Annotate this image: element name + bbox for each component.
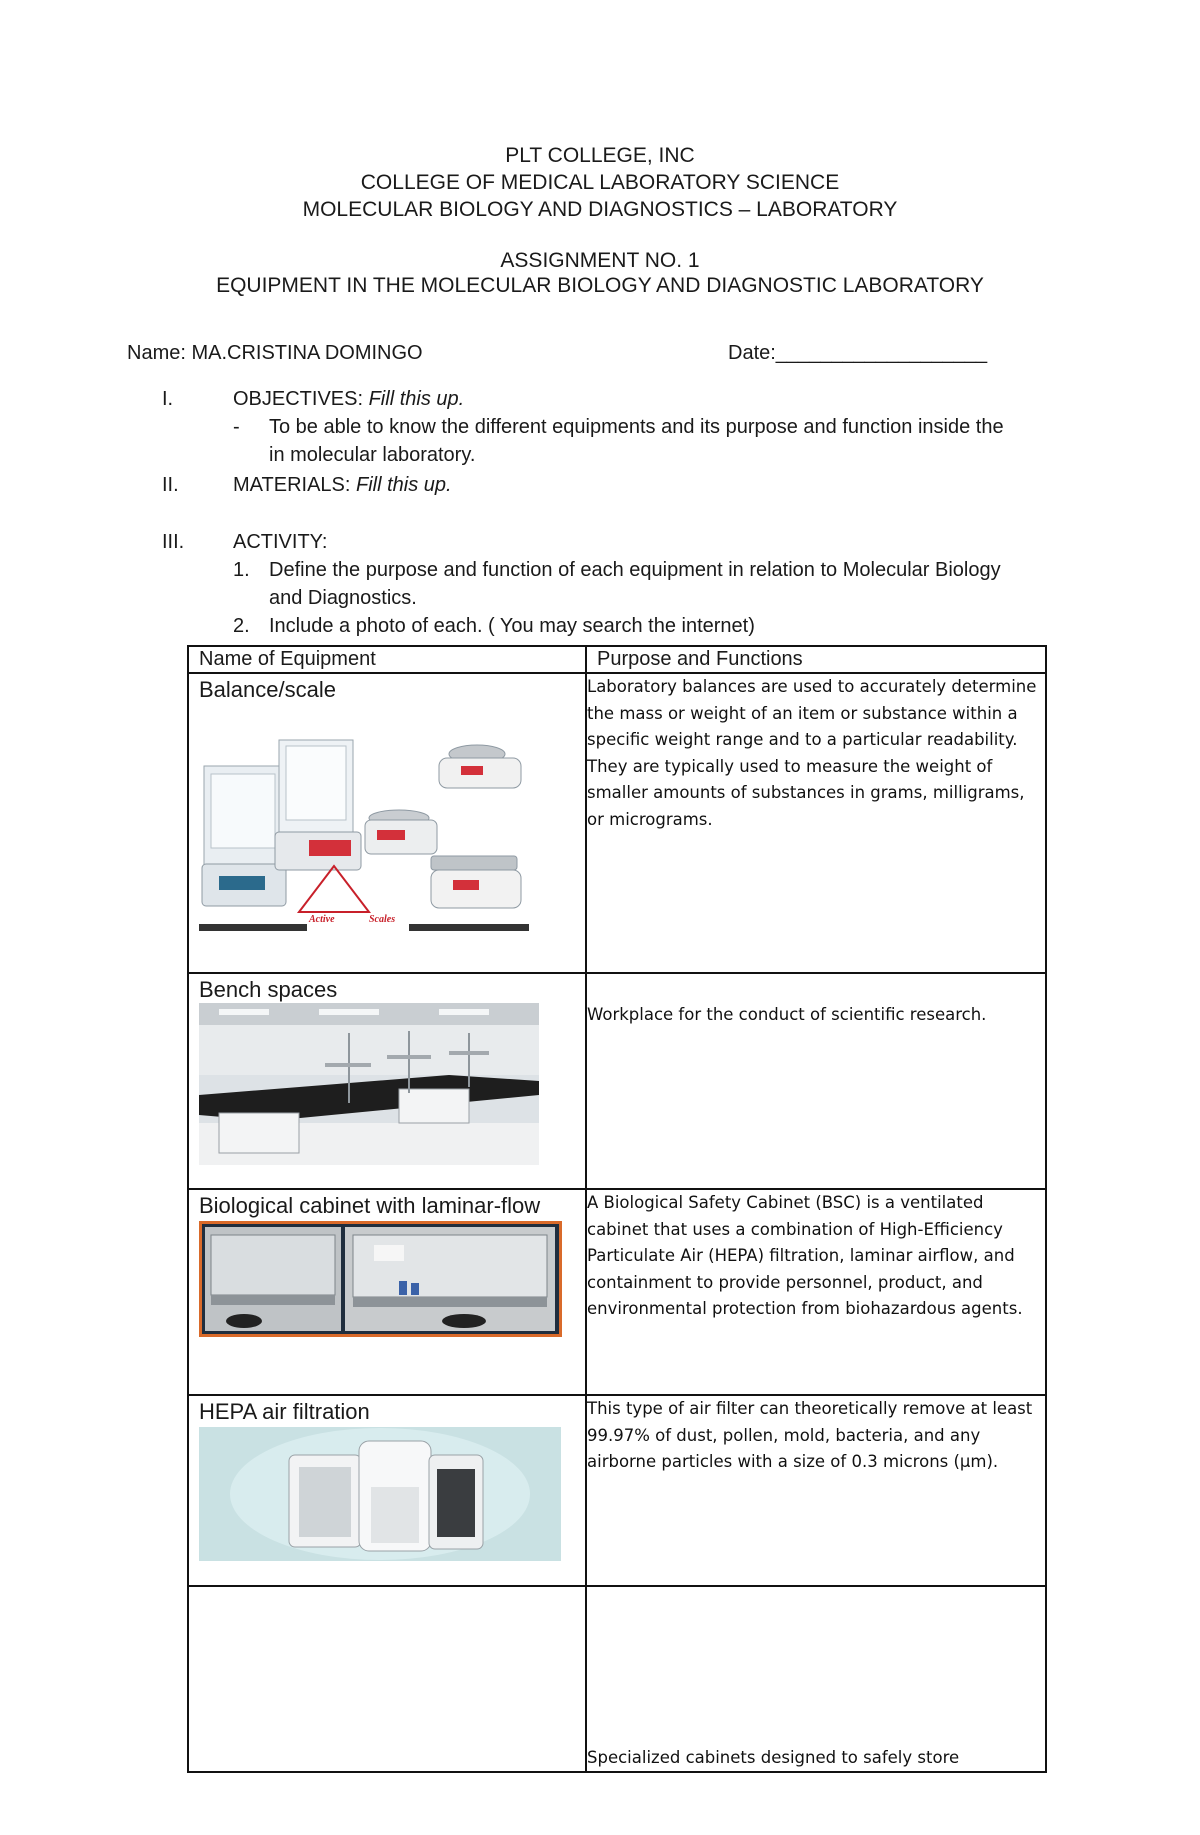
objectives-hint: Fill this up. (368, 388, 465, 410)
materials-label: MATERIALS: (233, 474, 356, 496)
equipment-name: Balance/scale (199, 677, 336, 702)
logo-text-right: Scales (369, 914, 396, 925)
balance-scale-photo (199, 736, 529, 948)
equipment-name: Bench spaces (199, 977, 338, 1002)
table-row (188, 1586, 1046, 1772)
objective-line-2: in molecular laboratory. (269, 444, 476, 466)
biosafety-cabinet-illustration (199, 1221, 562, 1337)
objectives-section (0, 385, 1200, 475)
equipment-cell (188, 973, 586, 1189)
activity-item-1-line-1: Define the purpose and function of each equipment in relation to Molecular Biology (269, 559, 1001, 581)
objectives-label: OBJECTIVES: (233, 388, 369, 410)
equipment-name (189, 1587, 585, 1589)
activity-number: III. (162, 531, 185, 553)
biosafety-cabinet-photo (199, 1221, 562, 1337)
activity-item-1-line-2: and Diagnostics. (269, 587, 417, 609)
student-name: Name: MA.CRISTINA DOMINGO (127, 342, 423, 364)
purpose-cell: This type of air filter can theoretically remove at least 99.97% of dust, pollen, mold, bacteria, and any airborne particles with a size of 0.3 microns (µm). (586, 1395, 1046, 1586)
table-row (188, 673, 1046, 973)
objectives-heading (233, 385, 464, 413)
activity-item-1-number: 1. (233, 559, 250, 581)
objectives-number: I. (162, 388, 174, 410)
equipment-table (187, 645, 1047, 1773)
assignment-title: ASSIGNMENT NO. 1 (500, 249, 700, 272)
objective-line-1: To be able to know the different equipments and its purpose and function inside the (269, 416, 1004, 438)
department-name: COLLEGE OF MEDICAL LABORATORY SCIENCE (360, 171, 840, 194)
college-name: PLT COLLEGE, INC (505, 144, 695, 167)
materials-hint: Fill this up. (356, 474, 452, 496)
purpose-cell: Workplace for the conduct of scientific research. (586, 973, 1046, 1189)
activity-item-2: Include a photo of each. ( You may search the internet) (269, 615, 755, 637)
bench-spaces-photo (199, 1003, 539, 1165)
date-field: Date:___________________ (728, 342, 988, 364)
objective-dash: - (233, 416, 240, 438)
table-row (188, 1189, 1046, 1395)
materials-number: II. (162, 474, 179, 496)
assignment-subtitle: EQUIPMENT IN THE MOLECULAR BIOLOGY AND DIAGNOSTIC LABORATORY (216, 274, 984, 297)
activity-heading: ACTIVITY: (233, 531, 328, 553)
purpose-cell: Laboratory balances are used to accurately determine the mass or weight of an item or substance within a specific weight range and to a particular readability. They are typically used to measure the weight of smaller amounts of substances in grams, milligrams, or micrograms. (586, 673, 1046, 973)
equipment-name: HEPA air filtration (199, 1399, 370, 1424)
bench-spaces-illustration (199, 1003, 539, 1165)
table-row (188, 1395, 1046, 1586)
balance-scale-illustration (199, 736, 529, 948)
column-header-purpose: Purpose and Functions (586, 646, 1046, 673)
hepa-filter-illustration (199, 1427, 561, 1561)
activity-item-2-number: 2. (233, 615, 250, 637)
equipment-cell (188, 1395, 586, 1586)
activity-section (0, 528, 1200, 646)
equipment-cell (188, 673, 586, 973)
equipment-cell (188, 1586, 586, 1772)
equipment-name: Biological cabinet with laminar-flow (199, 1193, 541, 1218)
hepa-filter-photo (199, 1427, 561, 1561)
purpose-cell: Specialized cabinets designed to safely store (586, 1586, 1046, 1772)
table-row (188, 973, 1046, 1189)
table-header-row (188, 646, 1046, 673)
purpose-cell: A Biological Safety Cabinet (BSC) is a ventilated cabinet that uses a combination of High-Efficiency Particulate Air (HEPA) filtration, laminar airflow, and containment to provide personnel, product, and environmental protection from biohazardous agents. (586, 1189, 1046, 1395)
materials-heading (233, 471, 452, 499)
column-header-equipment: Name of Equipment (188, 646, 586, 673)
course-name: MOLECULAR BIOLOGY AND DIAGNOSTICS – LABORATORY (302, 198, 898, 221)
equipment-cell (188, 1189, 586, 1395)
materials-section (0, 471, 1200, 501)
logo-text-left: Active (309, 914, 335, 925)
